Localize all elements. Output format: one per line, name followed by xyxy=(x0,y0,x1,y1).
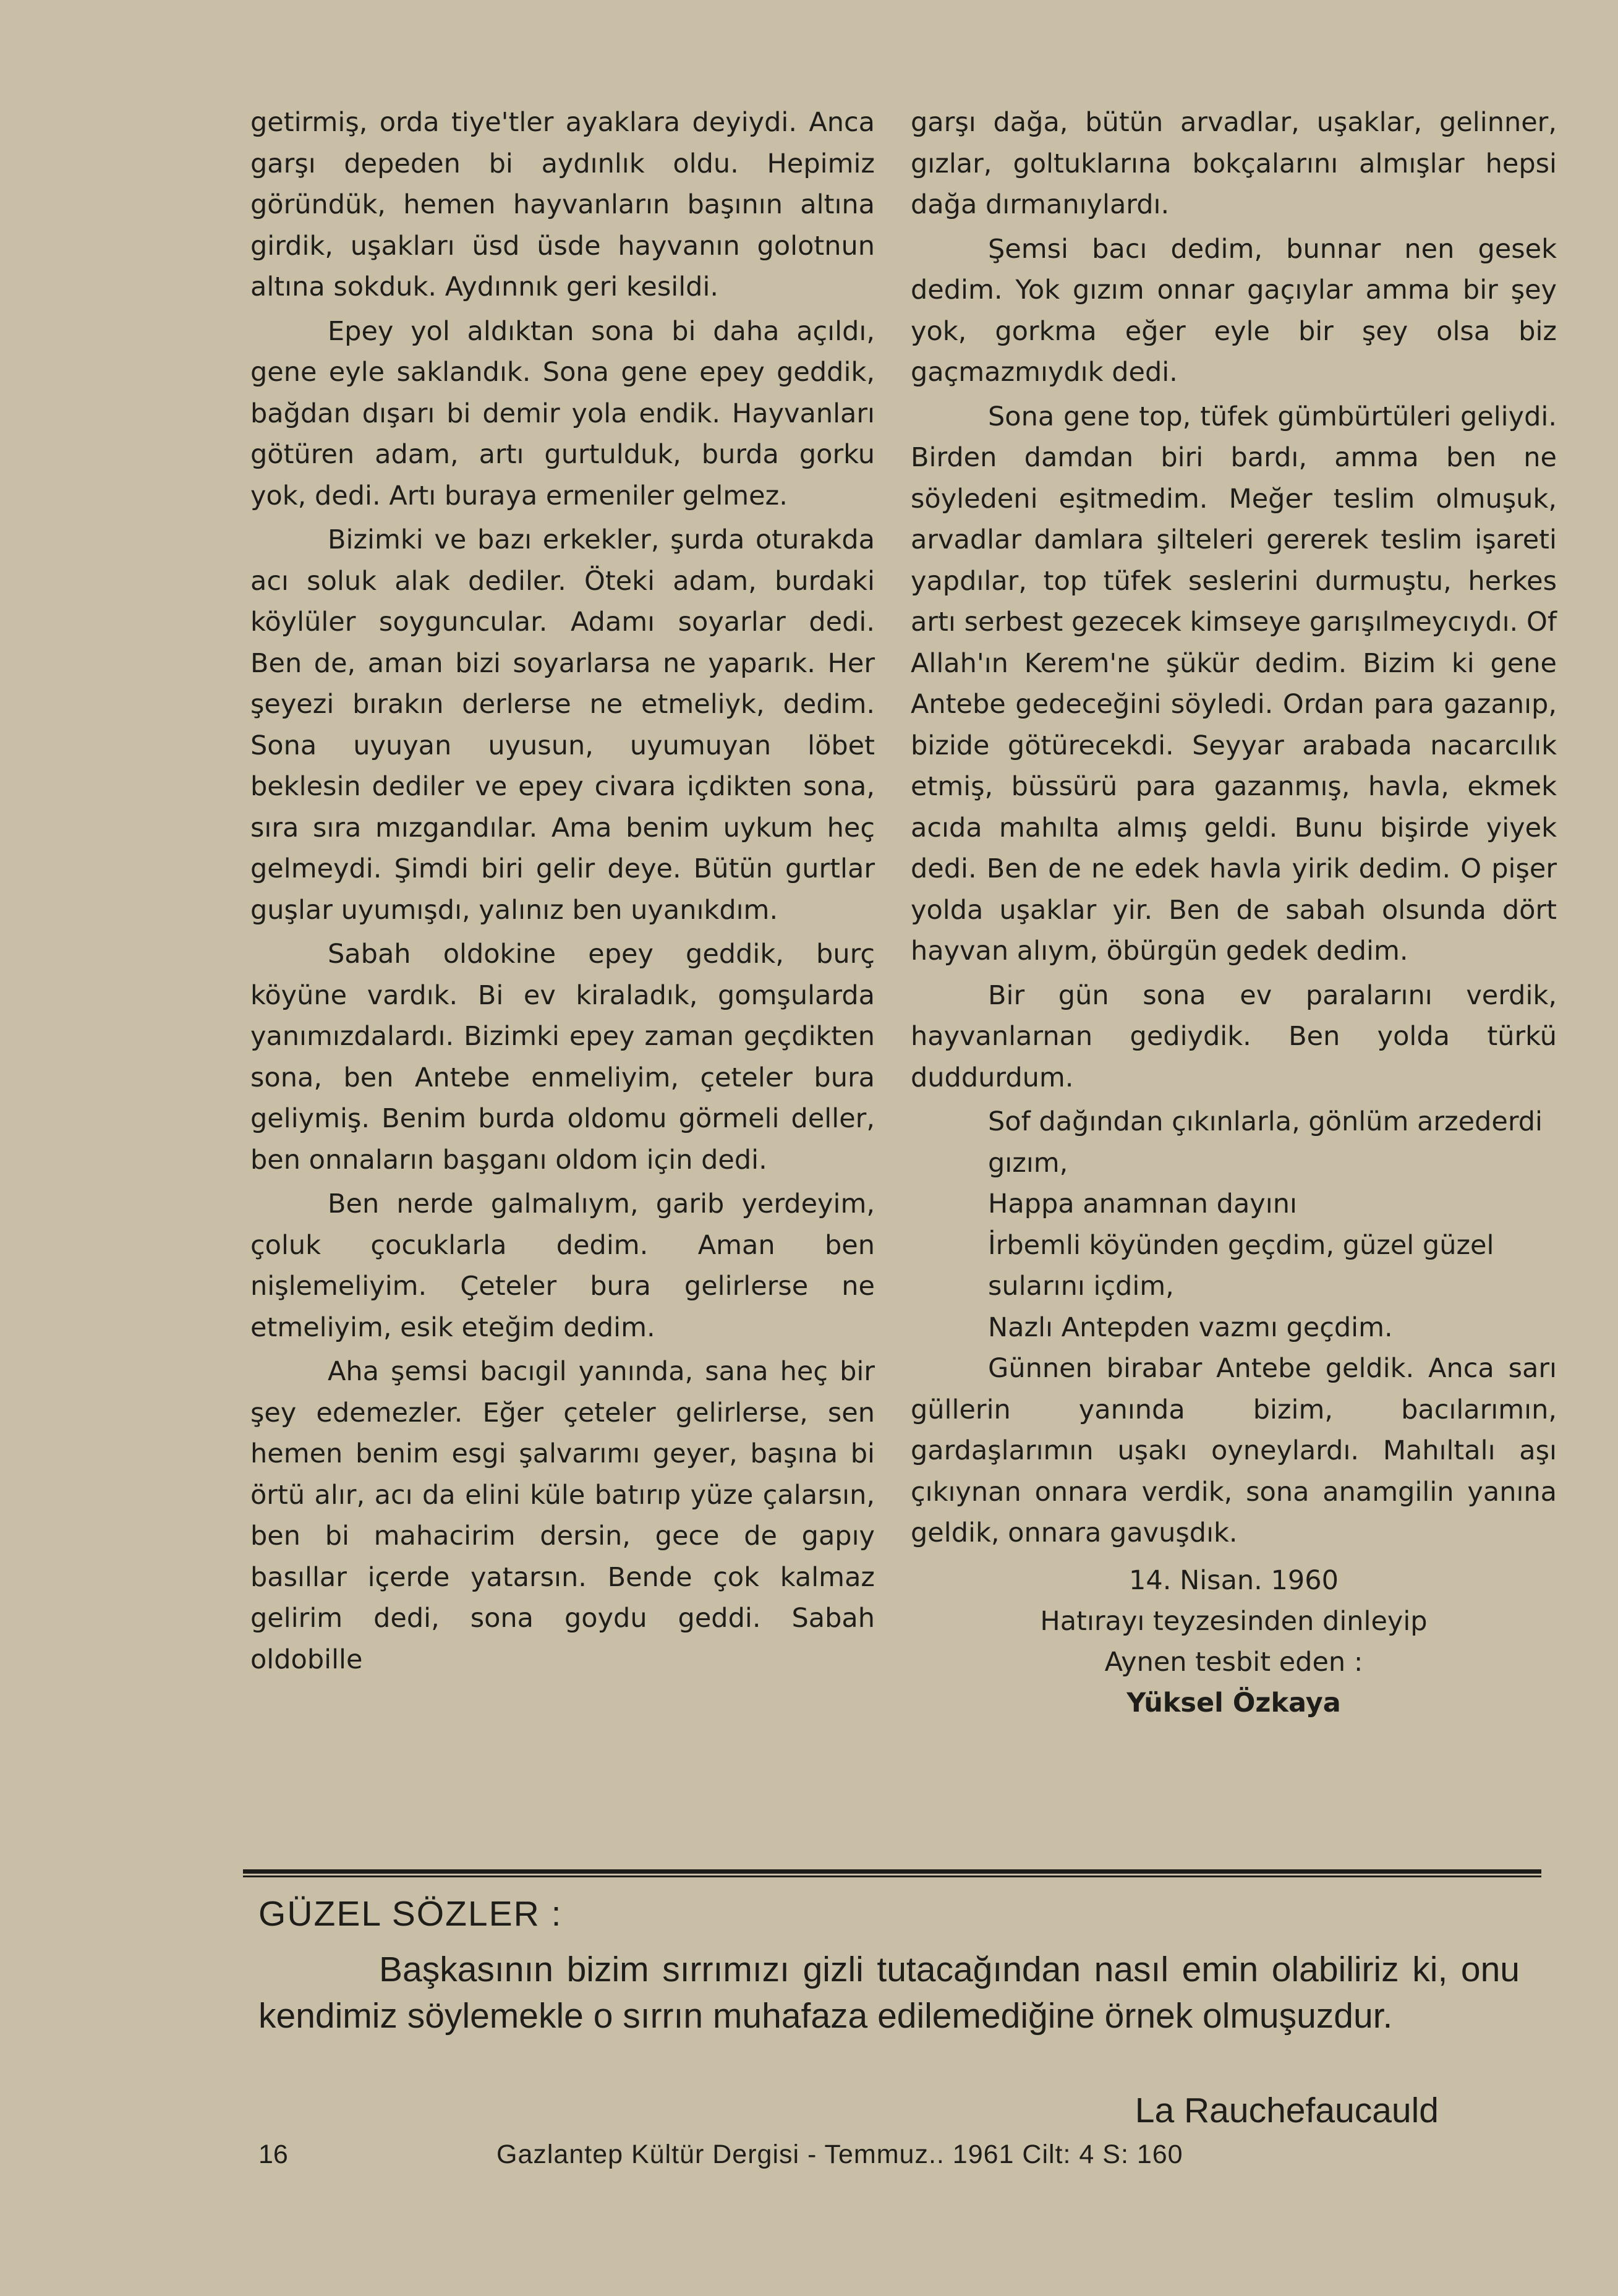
page-number: 16 xyxy=(258,2140,288,2169)
paragraph: garşı dağa, bütün arvadlar, uşaklar, gelinner, gızlar, goltuklarına bokçalarını almışlar hepsi dağa dırmanıylardı. xyxy=(911,107,1557,220)
poem-line: Happa anamnan dayını xyxy=(988,1189,1297,1219)
paragraph: Sona gene top, tüfek gümbürtüleri geliydi. Birden damdan biri bardı, amma ben ne söyledeni eşitmedim. Meğer teslim olmuşuk, arvadlar damlara şilteleri gererek teslim işareti yapdılar, top tüfek seslerini durmuştu, herkes artı serbest gezecek kimseye garışılmeycıydı. Of Allah'ın Kerem'ne şükür dedim. Bizim ki gene Antebe gedeceğini söyledi. Ordan para gazanıp, bizide götürecekdi. Seyyar arabada nacarcılık etmiş, büssürü para gazanmış, havla, ekmek acıda mahılta almış geldi. Bunu bişirde yiyek dedi. Ben de ne edek havla yirik dedim. O pişer yolda uşaklar yir. Ben de sabah olsunda dört hayvan alıym, öbürgün gedek dedim. xyxy=(911,401,1557,967)
paragraph: Günnen birabar Antebe geldik. Anca sarı güllerin yanında bizim, bacılarımın, gardaşlarımın uşakı oyneylardı. Mahıltalı aşı çıkıynan onnara verdik, sona anamgilin yanına geldik, onnara gavuşdık. xyxy=(911,1353,1557,1548)
left-column xyxy=(250,102,875,1683)
paragraph: Bizimki ve bazı erkekler, şurda oturakda acı soluk alak dediler. Öteki adam, burdaki köylüler soyguncular. Adamı soyarlar dedi. Ben de, aman bizi soyarlarsa ne yaparık. Her şeyezi bırakın derlerse ne etmeliyk, dedim. Sona uyuyan uyusun, uyumuyan löbet beklesin dediler ve epey civara içdikten sona, sıra sıra mızgandılar. Ama benim uykum heç gelmeydi. Şimdi biri gelir deye. Bütün gurtlar guşlar uyumışdı, yalınız ben uyanıkdım. xyxy=(250,524,875,926)
paragraph: Şemsi bacı dedim, bunnar nen gesek dedim. Yok gızım onnar gaçıylar amma bir şey yok, gorkma eğer eyle bir şey olsa biz gaçmazmıydık dedi. xyxy=(911,233,1557,388)
poem-line: Sof dağından çıkınlarla, gönlüm arzederdi gızım, xyxy=(988,1106,1543,1179)
paragraph: Epey yol aldıktan sona bi daha açıldı, gene eyle saklandık. Sona gene epey geddik, bağdan dışarı bi demir yola endik. Hayvanları götüren adam, artı gurtulduk, burda gorku yok, dedi. Artı buraya ermeniler gelmez. xyxy=(250,315,875,511)
paragraph: Sabah oldokine epey geddik, burç köyüne vardık. Bi ev kiraladık, gomşularda yanımızdalardı. Bizimki epey zaman geçdikten sona, ben Antebe enmeliyim, çeteler bura geliymiş. Benim burda oldomu görmeli deller, ben onnaların başganı oldom için dedi. xyxy=(250,939,875,1176)
paragraph: Bir gün sona ev paralarını verdik, hayvanlarnan gediydik. Ben yolda türkü duddurdum. xyxy=(911,979,1557,1093)
sayings-title: GÜZEL SÖZLER : xyxy=(258,1894,563,1934)
divider xyxy=(243,1876,1541,1877)
divider xyxy=(243,1869,1541,1874)
footer-text: Gazlantep Kültür Dergisi - Temmuz.. 1961 Cilt: 4 S: 160 xyxy=(496,2140,1183,2169)
sayings-quote: Başkasının bizim sırrımızı gizli tutacağından nasıl emin olabiliriz ki, onu kendimiz söylemekle o sırrın muhafaza edilemediğine örnek olmuşuzdur. xyxy=(258,1950,1520,2036)
sayings-author: La Rauchefaucauld xyxy=(1135,2091,1439,2130)
right-column xyxy=(911,102,1557,1723)
poem-line: İrbemli köyünden geçdim, güzel güzel sularını içdim, xyxy=(988,1229,1494,1302)
signature-note: Hatırayı teyzesinden dinleyip xyxy=(1040,1605,1428,1637)
paragraph: getirmiş, orda tiye'tler ayaklara deyiydi. Anca garşı depeden bi aydınlık oldu. Hepimiz göründük, hemen hayvanların başının altına girdik, uşakları üsd üsde hayvanın golotnun altına sokduk. Aydınnık geri kesildi. xyxy=(250,107,875,302)
signature-date: 14. Nisan. 1960 xyxy=(1129,1564,1339,1596)
poem-line: Nazlı Antepden vazmı geçdim. xyxy=(988,1312,1393,1343)
paragraph: Aha şemsi bacıgil yanında, sana heç bir şey edemezler. Eğer çeteler gelirlerse, sen hemen benim esgi şalvarımı geyer, başına bi örtü alır, acı da elini küle batırıp yüze çalarsın, ben bi mahacirim dersin, gece de gapıy basıllar içerde yatarsın. Bende çok kalmaz gelirim dedi, sona goydu geddi. Sabah oldobille xyxy=(250,1356,875,1675)
folk-song xyxy=(911,1101,1557,1348)
signature-name: Yüksel Özkaya xyxy=(1126,1687,1341,1718)
signature-role: Aynen tesbit eden : xyxy=(1104,1646,1363,1678)
paragraph: Ben nerde galmalıym, garib yerdeyim, çoluk çocuklarla dedim. Aman ben nişlemeliyim. Çeteler bura gelirlerse ne etmeliyim, esik eteğim dedim. xyxy=(250,1189,875,1343)
signature-block xyxy=(911,1560,1557,1723)
